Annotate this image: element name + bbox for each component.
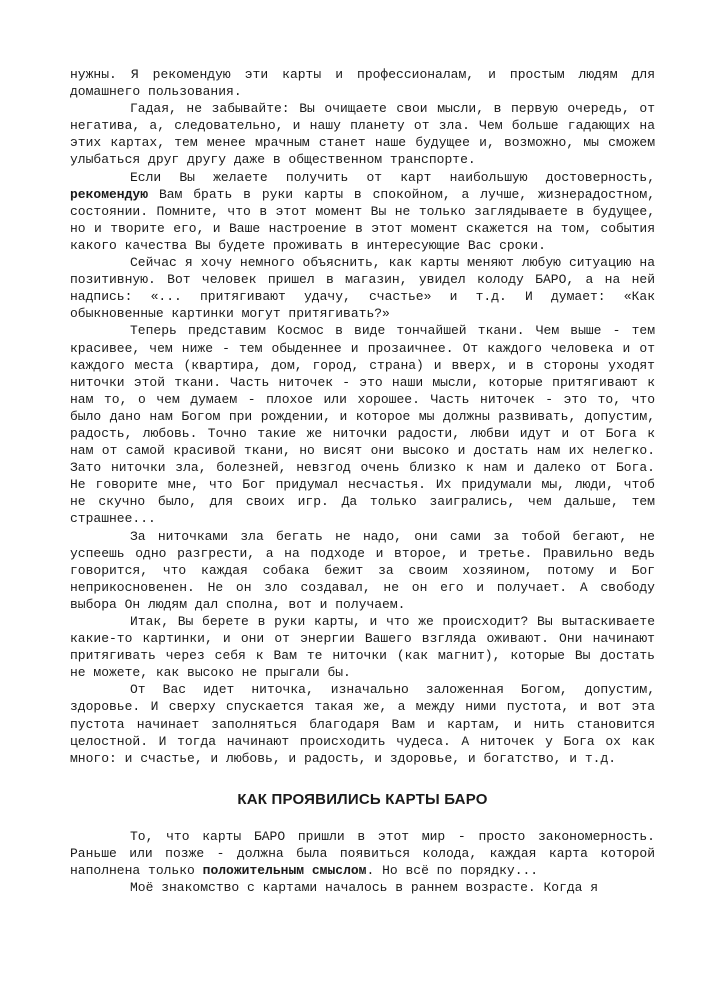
paragraph-7: Итак, Вы берете в руки карты, и что же происходит? Вы вытаскиваете какие-то картинки, и они от энергии Вашего взгляда оживают. Они начинают притягивать через себя к Вам те ниточки (как магнит), которые Вы достать не можете, как высоко не прыгали бы. [70, 614, 655, 681]
emphasis-recommend: рекомендую [70, 186, 149, 202]
paragraph-6: За ниточками зла бегать не надо, они сами за тобой бегают, не успеешь одно разгрести, а на подходе и второе, и третье. Правильно ведь говорится, что каждая собака бежит за своим хозяином, потому и Бог неприкосновенен. Не он зло создавал, не он его и получает. А свободу выбора Он людям дал сполна, вот и получаем. [70, 528, 655, 612]
paragraph-1: нужны. Я рекомендую эти карты и профессионалам, и простым людям для домашнего пользования. [70, 67, 655, 100]
paragraph-10: Моё знакомство с картами началось в раннем возрасте. Когда я [130, 880, 599, 896]
section-heading: КАК ПРОЯВИЛИСЬ КАРТЫ БАРО [237, 790, 488, 808]
paragraph-9-start: То, что карты БАРО пришли в этот мир - просто закономерность. Раньше или позже - должна была появиться колода, каждая карта которой наполнена только [70, 828, 655, 879]
paragraph-2: Гадая, не забывайте: Вы очищаете свои мысли, в первую очередь, от негатива, а, следовательно, и нашу планету от зла. Чем больше гадающих на этих картах, тем менее мрачным станет наше будущее и, возможно, мы сможем улыбаться друг другу даже в общественном транспорте. [70, 101, 655, 168]
paragraph-9 [70, 828, 655, 879]
paragraph-4: Сейчас я хочу немного объяснить, как карты меняют любую ситуацию на позитивную. Вот человек пришел в магазин, увидел колоду БАРО, а на ней надпись: «... притягивают удачу, счастье» и т.д. И думает: «Как обыкновенные картинки могут притягивать?» [70, 255, 655, 322]
paragraph-5: Теперь представим Космос в виде тончайшей ткани. Чем выше - тем красивее, чем ниже - тем обыденнее и прозаичнее. От каждого человека и от каждого места (квартира, дом, город, страна) и вверх, и в стороны уходят ниточки этой ткани. Часть ниточек - это наши мысли, которые притягивают к нам то, о чем думаем - плохое или хорошее. Часть ниточек - это то, что было дано нам Богом при рождении, и которое мы должны развивать, допустим, радость, любовь. Точно такие же ниточки радости, любви идут и от Бога к нам от самой красивой ткани, но висят они высоко и достать нам их нелегко. Зато ниточки зла, болезней, невзгод очень близко к нам и далеко от Бога. Не говорите мне, что Бог придумал несчастья. Их придумали мы, люди, чтоб не скучно было, для своих игр. Да только заигрались, чем дальше, тем страшнее... [70, 323, 655, 527]
paragraph-3-start: Если Вы желаете получить от карт наибольшую достоверность, [130, 169, 655, 185]
paragraph-8: От Вас идет ниточка, изначально заложенная Богом, допустим, здоровье. И сверху спускается такая же, а между ними пустота, и вот эта пустота начинает заполняться благодаря Вам и картам, и нить становится целостной. И тогда начинают происходить чудеса. А ниточек у Бога ох как много: и счастье, и любовь, и радость, и здоровье, и богатство, и т.д. [70, 682, 655, 766]
emphasis-positive-meaning: положительным смыслом [202, 863, 367, 879]
paragraph-9-end: . Но всё по порядку... [366, 863, 539, 879]
paragraph-3 [70, 169, 655, 254]
paragraph-3-end: Вам брать в руки карты в спокойном, а лучше, жизнерадостном, состоянии. Помните, что в этот момент Вы не только заглядываете в будущее, но и творите его, и Ваше настроение в этот момент скажется на том, события какого качества Вы будете проживать в интересующие Вас сроки. [70, 186, 655, 253]
document-page [70, 66, 655, 896]
